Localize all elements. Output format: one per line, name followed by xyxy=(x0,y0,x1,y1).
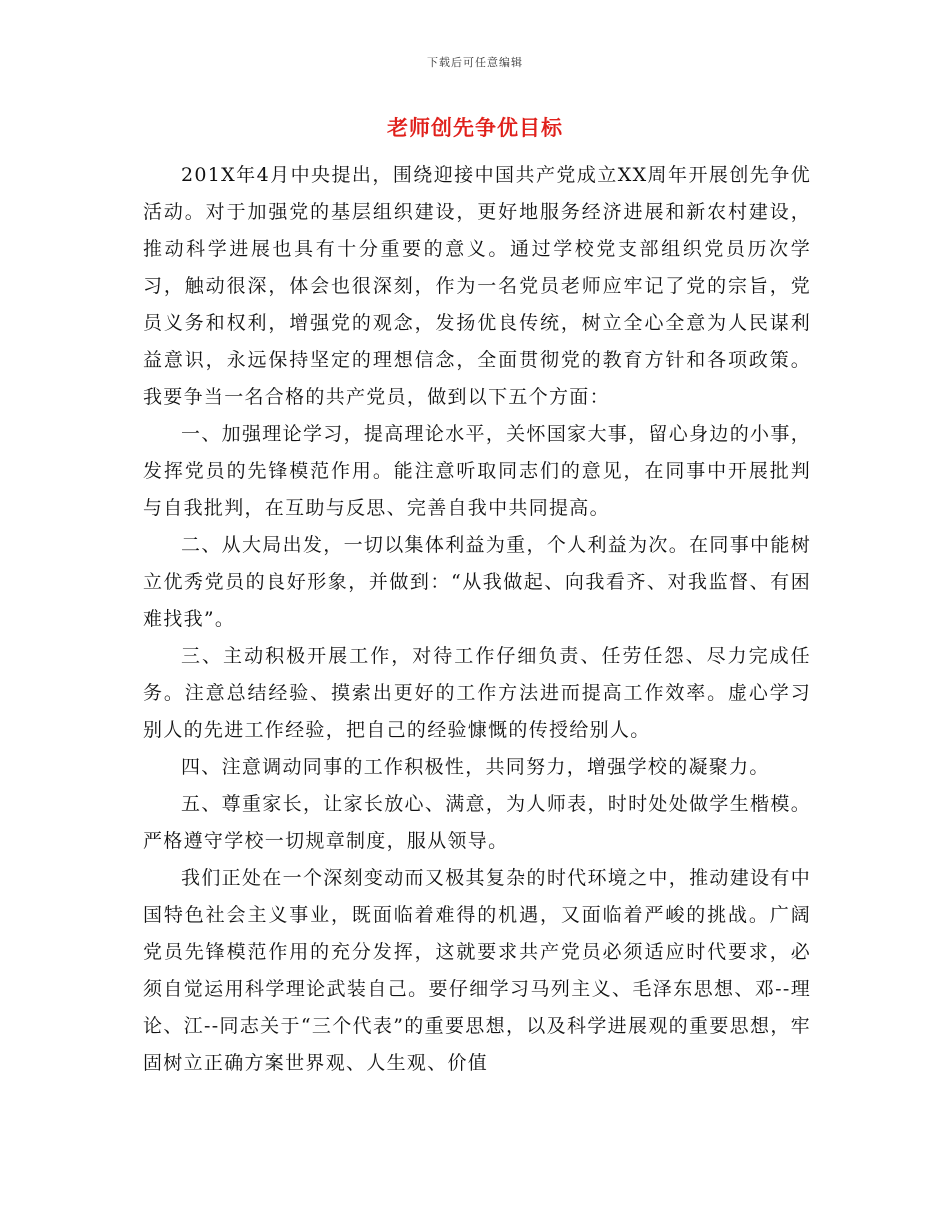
paragraph-point-2: 二、从大局出发，一切以集体利益为重，个人利益为次。在同事中能树立优秀党员的良好形象，并做到：“从我做起、向我看齐、对我监督、有困难找我”。 xyxy=(143,534,811,630)
paragraph-point-3: 三、主动积极开展工作，对待工作仔细负责、任劳任怨、尽力完成任务。注意总结经验、摸索出更好的工作方法进而提高工作效率。虚心学习别人的先进工作经验，把自己的经验慷慨的传授给别人。 xyxy=(143,645,811,741)
page-header-note: 下载后可任意编辑 xyxy=(427,56,523,69)
paragraph-intro: 201X年4月中央提出，围绕迎接中国共产党成立XX周年开展创先争优活动。对于加强党的基层组织建设，更好地服务经济进展和新农村建设，推动科学进展也具有十分重要的意义。通过学校党支部组织党员历次学习，触动很深，体会也很深刻，作为一名党员老师应牢记了党的宗旨，党员义务和权利，增强党的观念，发扬优良传统，树立全心全意为人民谋利益意识，永远保持坚定的理想信念，全面贯彻党的教育方针和各项政策。我要争当一名合格的共产党员，做到以下五个方面： xyxy=(143,164,811,408)
paragraph-point-1: 一、加强理论学习，提高理论水平，关怀国家大事，留心身边的小事，发挥党员的先锋模范作用。能注意听取同志们的意见，在同事中开展批判与自我批判，在互助与反思、完善自我中共同提高。 xyxy=(143,423,811,519)
paragraph-point-4: 四、注意调动同事的工作积极性，共同努力，增强学校的凝聚力。 xyxy=(181,756,770,778)
document-body xyxy=(143,157,811,1082)
document-title: 老师创先争优目标 xyxy=(387,116,563,140)
paragraph-conclusion: 我们正处在一个深刻变动而又极其复杂的时代环境之中，推动建设有中国特色社会主义事业，既面临着难得的机遇，又面临着严峻的挑战。广阔党员先锋模范作用的充分发挥，这就要求共产党员必须适应时代要求，必须自觉运用科学理论武装自己。要仔细学习马列主义、毛泽东思想、邓--理论、江--同志关于“三个代表”的重要思想，以及科学进展观的重要思想，牢固树立正确方案世界观、人生观、价值 xyxy=(143,867,811,1074)
paragraph-point-5: 五、尊重家长，让家长放心、满意，为人师表，时时处处做学生楷模。严格遵守学校一切规章制度，服从领导。 xyxy=(143,793,811,852)
